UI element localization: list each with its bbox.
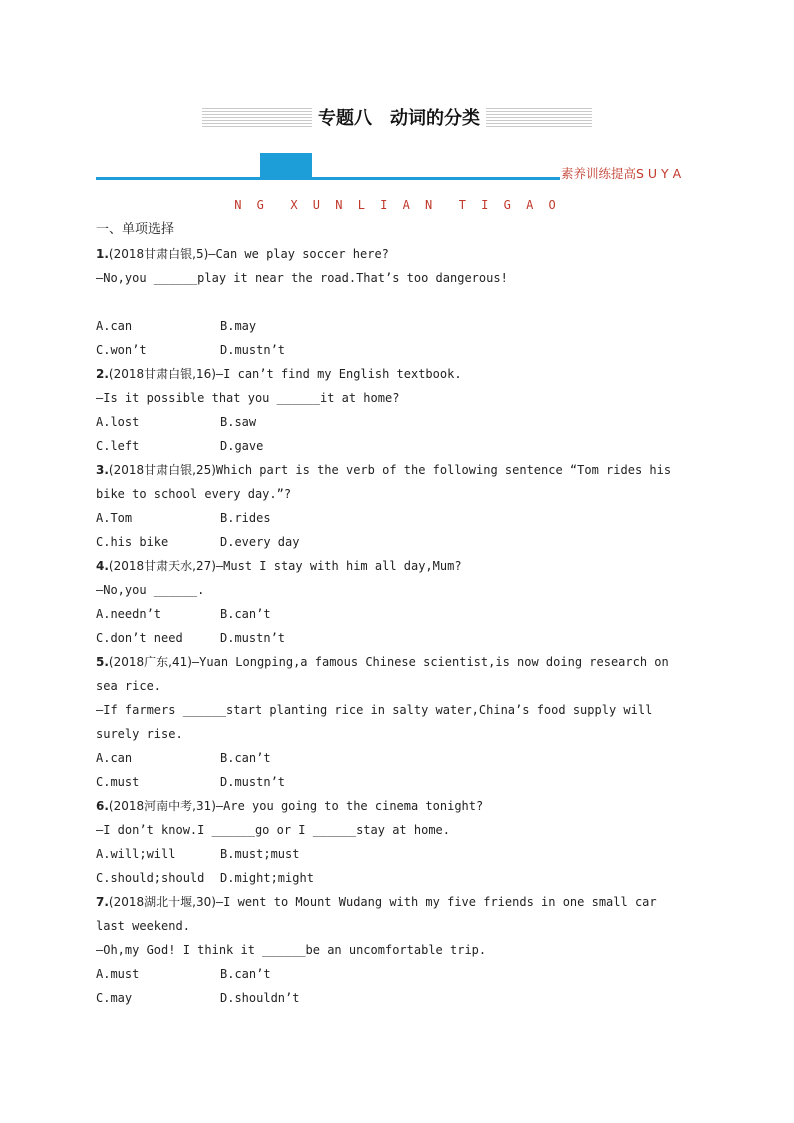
option-row: [96, 506, 696, 530]
option-row: [96, 626, 696, 650]
option-row: [96, 746, 696, 770]
answer-option[interactable]: B.rides: [220, 511, 271, 525]
question-line: [96, 266, 696, 290]
question-number: 6.: [96, 799, 109, 813]
answer-option[interactable]: D.mustn’t: [220, 343, 286, 357]
option-row: [96, 410, 696, 434]
answer-option[interactable]: D.mustn’t: [220, 631, 286, 645]
question-line: [96, 362, 696, 386]
option-row: [96, 842, 696, 866]
answer-option[interactable]: B.must;must: [220, 847, 300, 861]
question-text: Which part is the verb of the following sentence “Tom rides his: [215, 463, 672, 477]
question-line: [96, 698, 696, 722]
answer-option[interactable]: B.can’t: [220, 967, 271, 981]
option-row: [96, 602, 696, 626]
option-row: [96, 314, 696, 338]
question-text: surely rise.: [96, 727, 183, 741]
question-line: [96, 818, 696, 842]
answer-option[interactable]: D.mustn’t: [220, 775, 286, 789]
answer-option[interactable]: C.don’t need: [96, 631, 183, 645]
question-line: [96, 674, 696, 698]
option-row: [96, 866, 696, 890]
answer-option[interactable]: C.may: [96, 991, 133, 1005]
question-line: [96, 794, 696, 818]
question-line: [96, 482, 696, 506]
question-number: 7.: [96, 895, 109, 909]
question-line: [96, 938, 696, 962]
answer-option[interactable]: A.lost: [96, 415, 140, 429]
answer-option[interactable]: C.should;should: [96, 871, 205, 885]
question-text: —Yuan Longping,a famous Chinese scientist,is now doing research on: [191, 655, 669, 669]
question-line: [96, 554, 696, 578]
question-line: [96, 578, 696, 602]
answer-option[interactable]: A.can: [96, 751, 133, 765]
question-line: [96, 722, 696, 746]
answer-option[interactable]: D.every day: [220, 535, 300, 549]
question-source: (2018广东,41): [108, 655, 192, 669]
answer-option[interactable]: C.left: [96, 439, 140, 453]
question-text: —Is it possible that you ______it at home?: [96, 391, 400, 405]
question-text: —No,you ______.: [96, 583, 205, 597]
answer-option[interactable]: A.will;will: [96, 847, 176, 861]
option-row: [96, 986, 696, 1010]
question-source: (2018湖北十堰,30): [108, 895, 216, 909]
question-text: —Oh,my God! I think it ______be an uncomfortable trip.: [96, 943, 487, 957]
question-number: 1.: [96, 247, 109, 261]
option-row: [96, 530, 696, 554]
question-3: [96, 458, 696, 554]
answer-option[interactable]: C.his bike: [96, 535, 169, 549]
option-row: [96, 434, 696, 458]
page-title: 专题八 动词的分类: [312, 106, 486, 132]
question-line: [96, 914, 696, 938]
question-number: 3.: [96, 463, 109, 477]
section-sub-label: N G X U N L I A N T I G A O: [234, 198, 560, 212]
question-number: 2.: [96, 367, 109, 381]
question-line: [96, 458, 696, 482]
question-text: last weekend.: [96, 919, 190, 933]
header-rule-block: [260, 153, 312, 179]
question-7: [96, 890, 696, 1010]
question-text: sea rice.: [96, 679, 162, 693]
answer-option[interactable]: C.must: [96, 775, 140, 789]
question-1: [96, 242, 696, 362]
answer-option[interactable]: D.shouldn’t: [220, 991, 300, 1005]
answer-option[interactable]: A.must: [96, 967, 140, 981]
answer-option[interactable]: D.gave: [220, 439, 264, 453]
question-line: [96, 242, 696, 266]
section-label: 素养训练提高S U Y A: [561, 166, 682, 181]
answer-option[interactable]: B.saw: [220, 415, 257, 429]
answer-option[interactable]: C.won’t: [96, 343, 147, 357]
answer-option[interactable]: B.can’t: [220, 751, 271, 765]
question-line: [96, 386, 696, 410]
question-source: (2018甘肃天水,27): [108, 559, 216, 573]
question-4: [96, 554, 696, 650]
question-source: (2018甘肃白银,5): [108, 247, 209, 261]
question-line: [96, 650, 696, 674]
blank-line: [96, 290, 696, 314]
question-number: 4.: [96, 559, 109, 573]
question-source: (2018河南中考,31): [108, 799, 216, 813]
question-text: —I went to Mount Wudang with my five friends in one small car: [215, 895, 657, 909]
question-source: (2018甘肃白银,25): [108, 463, 216, 477]
answer-option[interactable]: A.needn’t: [96, 607, 162, 621]
option-row: [96, 338, 696, 362]
part-heading: 一、单项选择: [96, 222, 175, 237]
option-row: [96, 770, 696, 794]
question-text: —I can’t find my English textbook.: [215, 367, 462, 381]
question-text: bike to school every day.”?: [96, 487, 292, 501]
question-5: [96, 650, 696, 794]
question-text: —Can we play soccer here?: [208, 247, 389, 261]
question-source: (2018甘肃白银,16): [108, 367, 216, 381]
question-text: —If farmers ______start planting rice in salty water,China’s food supply will: [96, 703, 653, 717]
question-number: 5.: [96, 655, 109, 669]
question-text: —No,you ______play it near the road.That’s too dangerous!: [96, 271, 508, 285]
question-line: [96, 890, 696, 914]
answer-option[interactable]: B.may: [220, 319, 257, 333]
question-2: [96, 362, 696, 458]
answer-option[interactable]: A.can: [96, 319, 133, 333]
question-text: —I don’t know.I ______go or I ______stay at home.: [96, 823, 451, 837]
question-text: —Must I stay with him all day,Mum?: [215, 559, 462, 573]
question-list: [96, 218, 696, 1010]
question-6: [96, 794, 696, 890]
answer-option[interactable]: B.can’t: [220, 607, 271, 621]
answer-option[interactable]: A.Tom: [96, 511, 133, 525]
answer-option[interactable]: D.might;might: [220, 871, 314, 885]
header-rule: [96, 177, 560, 180]
question-text: —Are you going to the cinema tonight?: [215, 799, 484, 813]
option-row: [96, 962, 696, 986]
